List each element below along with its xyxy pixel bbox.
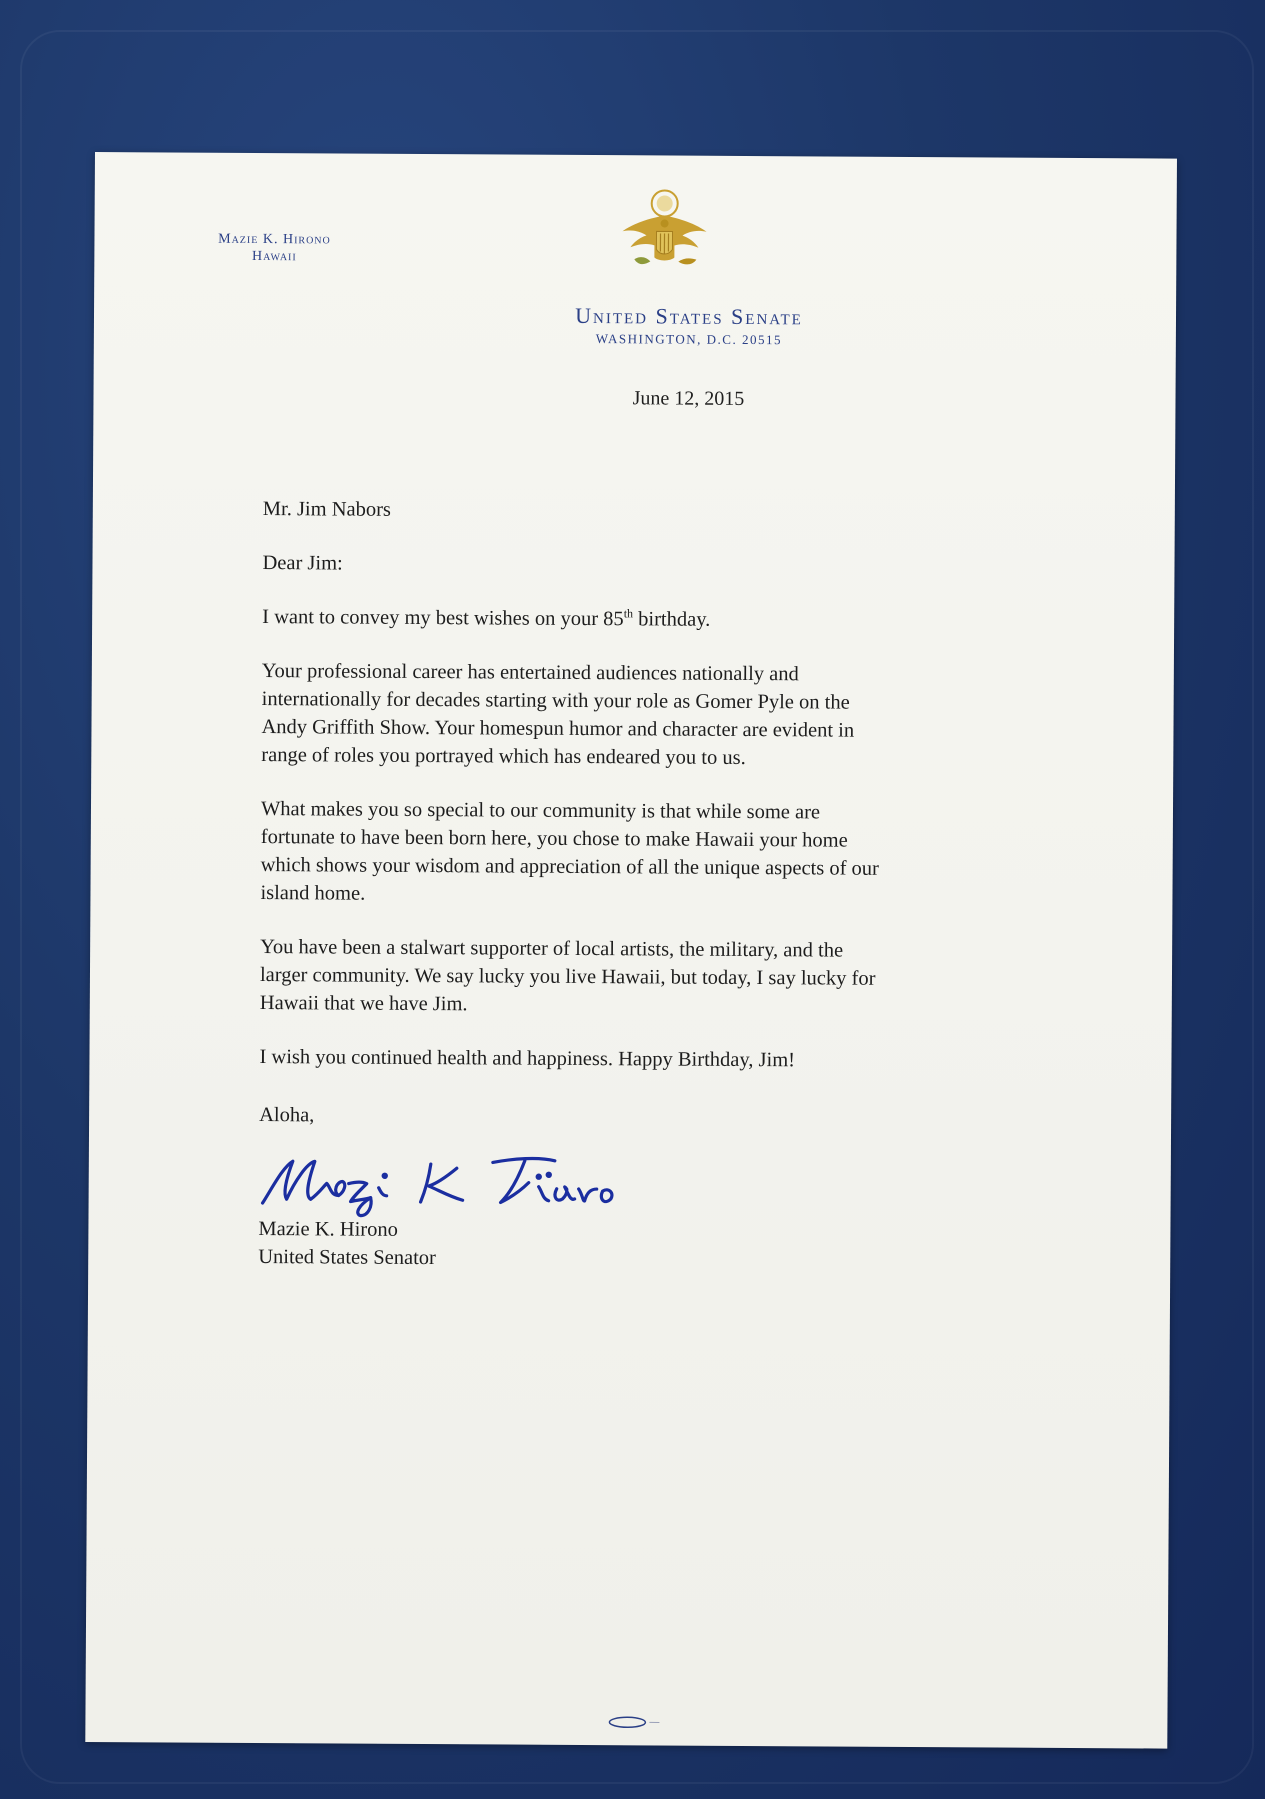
paragraph-community: [260, 795, 1091, 912]
institution-name: United States Senate: [575, 302, 803, 330]
letterhead-institution: [394, 302, 984, 350]
p3-line: which shows your wisdom and appreciation of all the unique aspects of our: [260, 854, 879, 880]
p1-text-end: birthday.: [632, 608, 711, 631]
signer-name: Mazie K. Hirono: [258, 1218, 398, 1241]
p3-line: island home.: [260, 882, 366, 905]
p4-line: You have been a stalwart supporter of local artists, the military, and the: [260, 936, 844, 962]
signer-title: United States Senator: [258, 1246, 436, 1270]
institution-address: WASHINGTON, D.C. 20515: [595, 331, 783, 348]
p2-line: internationally for decades starting with your role as Gomer Pyle on the: [261, 688, 850, 714]
great-seal-eagle-icon: [614, 185, 715, 286]
letter-page: [85, 152, 1177, 1749]
paragraph-closing-wish: I wish you continued health and happiness. Happy Birthday, Jim!: [259, 1046, 796, 1072]
p2-line: Your professional career has entertained audiences nationally and: [261, 660, 799, 686]
p4-line: larger community. We say lucky you live Hawaii, but today, I say lucky for: [259, 964, 876, 990]
p3-line: fortunate to have been born here, you chose to make Hawaii your home: [260, 826, 848, 852]
p1-superscript: th: [623, 606, 634, 621]
letter-date: June 12, 2015: [632, 387, 745, 410]
p1-text: I want to convey my best wishes on your 85: [262, 606, 624, 631]
sender-name: Mazie K. Hirono: [218, 231, 331, 248]
sender-state: Hawaii: [251, 248, 297, 265]
p2-line: range of roles you portrayed which has endeared you to us.: [261, 744, 746, 769]
paragraph-birthday-wishes: [262, 603, 1092, 636]
union-bug-icon: [605, 1715, 665, 1729]
p2-line: Andy Griffith Show. Your homespun humor and character are evident in: [261, 716, 855, 742]
paragraph-career: [261, 657, 1092, 774]
salutation: Dear Jim:: [262, 552, 343, 575]
p4-line: Hawaii that we have Jim.: [259, 992, 468, 1016]
addressee: Mr. Jim Nabors: [262, 498, 392, 521]
p3-line: What makes you so special to our community is that while some are: [260, 798, 821, 824]
paragraph-supporter: [260, 933, 1090, 1022]
letter-body: [258, 495, 1093, 1276]
letterhead-sender: [154, 230, 394, 265]
closing: Aloha,: [259, 1104, 315, 1127]
handwritten-signature: [252, 1137, 672, 1220]
